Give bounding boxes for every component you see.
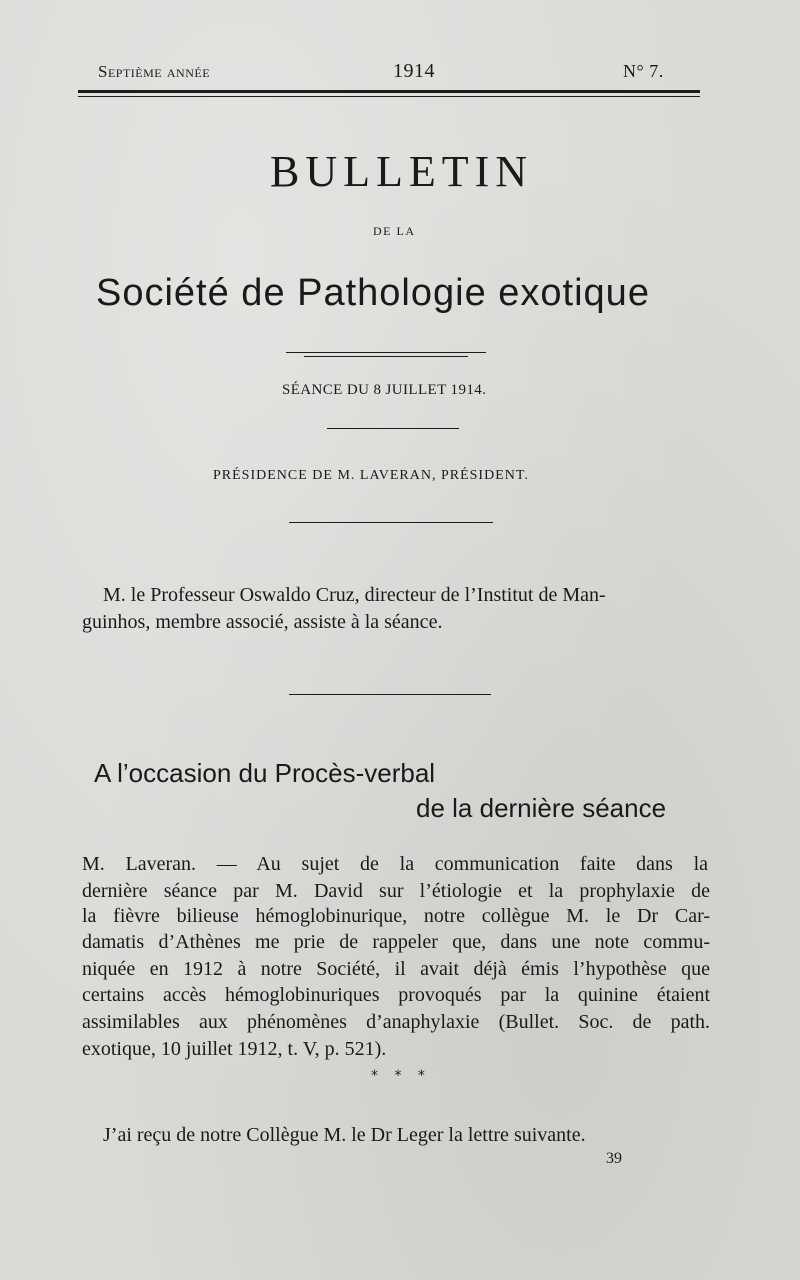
session-date: SÉANCE DU 8 JUILLET 1914.: [282, 382, 487, 398]
running-head-number: N° 7.: [623, 61, 664, 81]
asterism: * * *: [371, 1068, 431, 1084]
paragraph-line: certains accès hémoglobinuriques provoqués par la quinine étaient: [82, 984, 710, 1006]
paragraph-line: dernière séance par M. David sur l’étiologie et la prophylaxie de: [82, 880, 710, 902]
running-head-volume: Septième année: [98, 62, 211, 81]
running-head-year: 1914: [393, 60, 435, 82]
paragraph-line: M. Laveran. — Au sujet de la communication faite dans la: [82, 853, 708, 875]
journal-title-connector: DE LA: [373, 224, 416, 238]
society-name: Société de Pathologie exotique: [96, 272, 650, 314]
closing-line: J’ai reçu de notre Collègue M. le Dr Leger la lettre suivante.: [103, 1124, 586, 1146]
journal-title: BULLETIN: [270, 147, 534, 196]
divider: [286, 352, 486, 353]
announcement-line: guinhos, membre associé, assiste à la séance.: [82, 611, 443, 633]
divider: [289, 694, 491, 695]
divider: [327, 428, 459, 429]
page-number: 39: [606, 1150, 622, 1167]
section-heading: de la dernière séance: [416, 793, 667, 823]
header-rule-thin: [78, 96, 700, 97]
divider: [289, 522, 493, 523]
presidency: PRÉSIDENCE DE M. LAVERAN, PRÉSIDENT.: [213, 468, 529, 483]
section-heading: A l’occasion du Procès-verbal: [94, 758, 436, 788]
paragraph-line: la fièvre bilieuse hémoglobinurique, notre collègue M. le Dr Car-: [82, 905, 710, 927]
paragraph-line: niquée en 1912 à notre Société, il avait déjà émis l’hypothèse que: [82, 958, 710, 980]
paragraph-line: damatis d’Athènes me prie de rappeler que, dans une note commu-: [82, 931, 710, 953]
announcement-line: M. le Professeur Oswaldo Cruz, directeur de l’Institut de Man-: [103, 584, 606, 606]
paragraph-line: assimilables aux phénomènes d’anaphylaxie (Bullet. Soc. de path.: [82, 1011, 710, 1033]
divider: [304, 356, 468, 357]
paragraph-line: exotique, 10 juillet 1912, t. V, p. 521).: [82, 1038, 387, 1060]
header-rule-thick: [78, 90, 700, 93]
